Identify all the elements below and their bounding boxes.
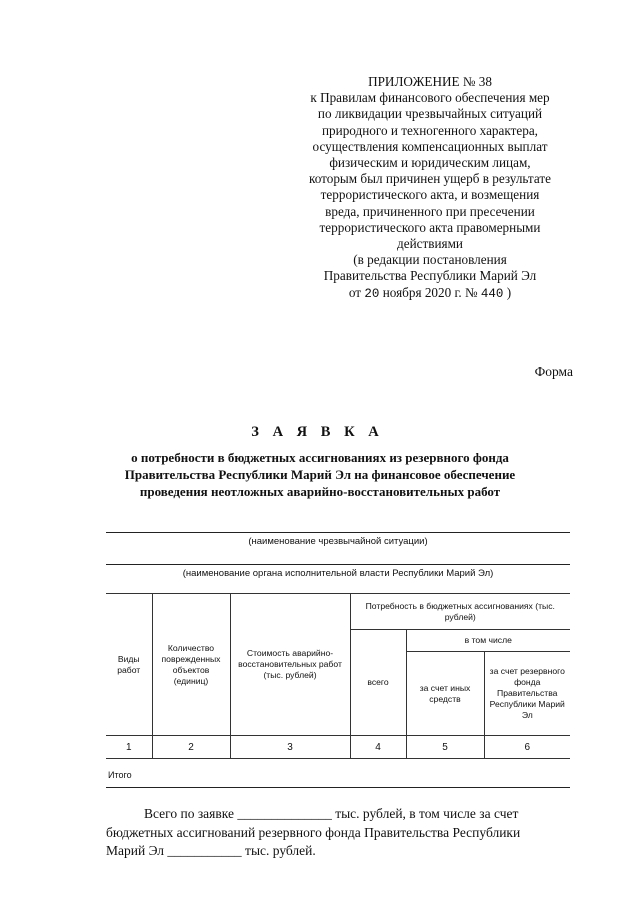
appendix-line: Правительства Республики Марий Эл <box>323 268 537 284</box>
date-prefix: от <box>348 284 362 300</box>
appendix-line: к Правилам финансового обеспечения мер <box>310 90 550 106</box>
date-day: 20 <box>364 286 380 301</box>
column-number: 2 <box>152 736 230 759</box>
date-rest: ноября 2020 г. № <box>382 284 478 300</box>
appendix-line: вреда, причиненного при пресечении <box>325 203 535 219</box>
column-number: 1 <box>106 736 152 759</box>
appendix-line: по ликвидации чрезвычайных ситуаций <box>317 106 543 122</box>
header-types: Виды работ <box>106 594 152 736</box>
appendix-line: осуществления компенсационных выплат <box>312 138 548 154</box>
header-other-funds: за счет иных средств <box>406 652 484 736</box>
total-paragraph <box>106 805 570 861</box>
header-reserve-fund: за счет резервного фонда Правительства Республики Марий Эл <box>484 652 570 736</box>
total-line: Марий Эл ___________ тыс. рублей. <box>106 843 316 858</box>
appendix-title: ПРИЛОЖЕНИЕ № 38 <box>368 74 492 89</box>
header-total: всего <box>350 630 406 736</box>
column-number: 3 <box>230 736 350 759</box>
total-row-label: Итого <box>108 770 132 780</box>
authority-name-line <box>106 564 570 565</box>
appendix-line: природного и техногенного характера, <box>322 122 538 138</box>
column-number: 5 <box>406 736 484 759</box>
header-damaged: Количество поврежденных объектов (единиц) <box>152 594 230 736</box>
total-line: Всего по заявке ______________ тыс. рублей, в том числе за счет <box>144 806 519 821</box>
emergency-name-line <box>106 532 570 533</box>
subtitle-line: о потребности в бюджетных ассигнованиях из резервного фонда <box>131 450 509 465</box>
header-need: Потребность в бюджетных ассигнованиях (тыс. рублей) <box>350 594 570 630</box>
appendix-date-line <box>290 285 570 302</box>
appendix-line: действиями <box>397 236 463 252</box>
decree-number: 440 <box>480 286 504 301</box>
total-line: бюджетных ассигнований резервного фонда Правительства Республики <box>106 824 521 840</box>
column-number: 4 <box>350 736 406 759</box>
appendix-line: террористического акта, и возмещения <box>320 187 540 203</box>
column-number: 6 <box>484 736 570 759</box>
appendix-line: (в редакции постановления <box>353 252 507 268</box>
document-title: З А Я В К А <box>251 424 384 440</box>
appendix-header <box>290 74 570 302</box>
request-table <box>106 593 570 759</box>
subtitle-line: проведения неотложных аварийно-восстановительных работ <box>139 484 501 499</box>
appendix-line: которым был причинен ущерб в результате <box>309 171 551 187</box>
authority-name-caption: (наименование органа исполнительной власти Республики Марий Эл) <box>182 568 494 579</box>
form-label: Форма <box>534 364 573 379</box>
subtitle-line: Правительства Республики Марий Эл на финансовое обеспечение <box>124 467 516 482</box>
date-suffix: ) <box>506 284 512 300</box>
header-cost: Стоимость аварийно-восстановительных работ (тыс. рублей) <box>230 594 350 736</box>
appendix-line: физическим и юридическим лицам, <box>329 155 531 171</box>
header-including: в том числе <box>406 630 570 652</box>
appendix-line: террористического акта правомерными <box>319 219 541 235</box>
emergency-name-caption: (наименование чрезвычайной ситуации) <box>248 536 428 547</box>
total-row-line <box>106 787 570 788</box>
document-subtitle <box>100 449 540 500</box>
